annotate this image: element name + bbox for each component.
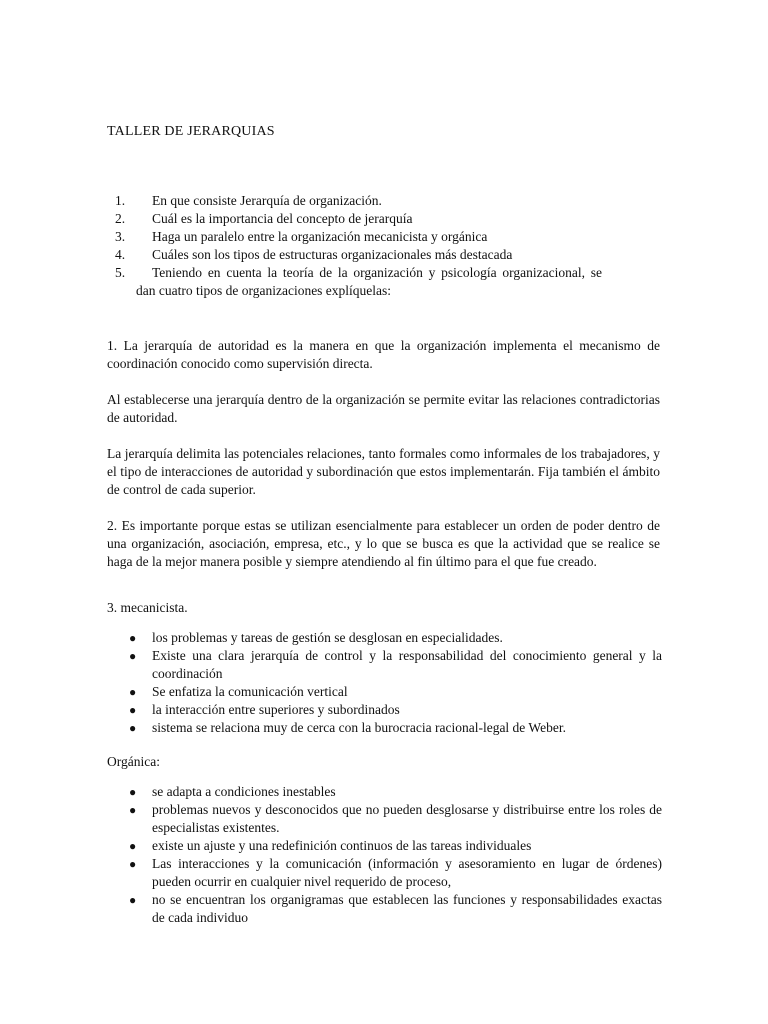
list-item: ● Existe una clara jerarquía de control y la responsabilidad del conocimiento general y la coordinación: [129, 648, 662, 681]
question-item: [107, 210, 662, 228]
list-item: ● Se enfatiza la comunicación vertical: [129, 684, 348, 699]
bullet-icon: ●: [129, 803, 137, 817]
question-item: [107, 264, 662, 300]
question-number: 3.: [115, 229, 126, 244]
bullet-icon: ●: [129, 893, 137, 907]
bullet-icon: ●: [129, 785, 137, 799]
document-title: TALLER DE JERARQUIAS: [107, 124, 275, 139]
question-text: Cuáles son los tipos de estructuras organizacionales más destacada: [152, 247, 513, 262]
question-text: En que consiste Jerarquía de organización.: [152, 193, 382, 208]
question-number: 2.: [115, 211, 126, 226]
question-text: Haga un paralelo entre la organización mecanicista y orgánica: [152, 229, 488, 244]
bullet-icon: ●: [129, 703, 137, 717]
bullet-icon: ●: [129, 721, 137, 735]
list-item: ● problemas nuevos y desconocidos que no pueden desglosarse y distribuirse entre los roles de especialistas existentes.: [129, 802, 662, 835]
section-heading-organica: Orgánica:: [107, 754, 160, 769]
bullet-icon: ●: [129, 857, 137, 871]
question-item: [107, 228, 662, 246]
question-text: Cuál es la importancia del concepto de jerarquía: [152, 211, 413, 226]
list-item: ● no se encuentran los organigramas que establecen las funciones y responsabilidades exactas de cada individuo: [129, 892, 662, 925]
list-item: ● la interacción entre superiores y subordinados: [129, 702, 400, 717]
question-number: 4.: [115, 247, 126, 262]
list-item: ● se adapta a condiciones inestables: [129, 784, 336, 799]
list-item: ● Las interacciones y la comunicación (información y asesoramiento en lugar de órdenes) pueden ocurrir en cualquier nivel requerido de proceso,: [129, 856, 662, 889]
question-item: [107, 246, 662, 264]
list-item: ● sistema se relaciona muy de cerca con la burocracia racional-legal de Weber.: [129, 720, 566, 735]
question-text-continuation: dan cuatro tipos de organizaciones explíquelas:: [136, 283, 392, 298]
mecanicista-list: [107, 629, 662, 737]
organica-list: [107, 783, 662, 927]
question-item: [107, 192, 662, 210]
answer-paragraph: 2. Es importante porque estas se utilizan esencialmente para establecer un orden de poder dentro de una organización, asociación, empresa, etc., y lo que se busca es que la actividad que se realice se haga de la mejor manera posible y siempre atendiendo al fin último para el que fue creado.: [107, 518, 660, 569]
section-heading-mecanicista: 3. mecanicista.: [107, 600, 188, 615]
question-list: [107, 192, 662, 300]
bullet-icon: ●: [129, 839, 137, 853]
answer-paragraph: 1. La jerarquía de autoridad es la manera en que la organización implementa el mecanismo de coordinación conocido como supervisión directa.: [107, 338, 660, 371]
bullet-icon: ●: [129, 631, 137, 645]
question-text: Teniendo en cuenta la teoría de la organización y psicología organizacional, se: [152, 265, 603, 280]
answer-paragraph: La jerarquía delimita las potenciales relaciones, tanto formales como informales de los trabajadores, y el tipo de interacciones de autoridad y subordinación que estos implementarán. Fija también el ámbito de control de cada superior.: [107, 446, 660, 497]
answer-paragraph: Al establecerse una jerarquía dentro de la organización se permite evitar las relaciones contradictorias de autoridad.: [107, 392, 660, 425]
list-item: ● los problemas y tareas de gestión se desglosan en especialidades.: [129, 630, 503, 645]
bullet-icon: ●: [129, 649, 137, 663]
question-number: 1.: [115, 193, 126, 208]
bullet-icon: ●: [129, 685, 137, 699]
list-item: ● existe un ajuste y una redefinición continuos de las tareas individuales: [129, 838, 532, 853]
question-number: 5.: [115, 265, 126, 280]
